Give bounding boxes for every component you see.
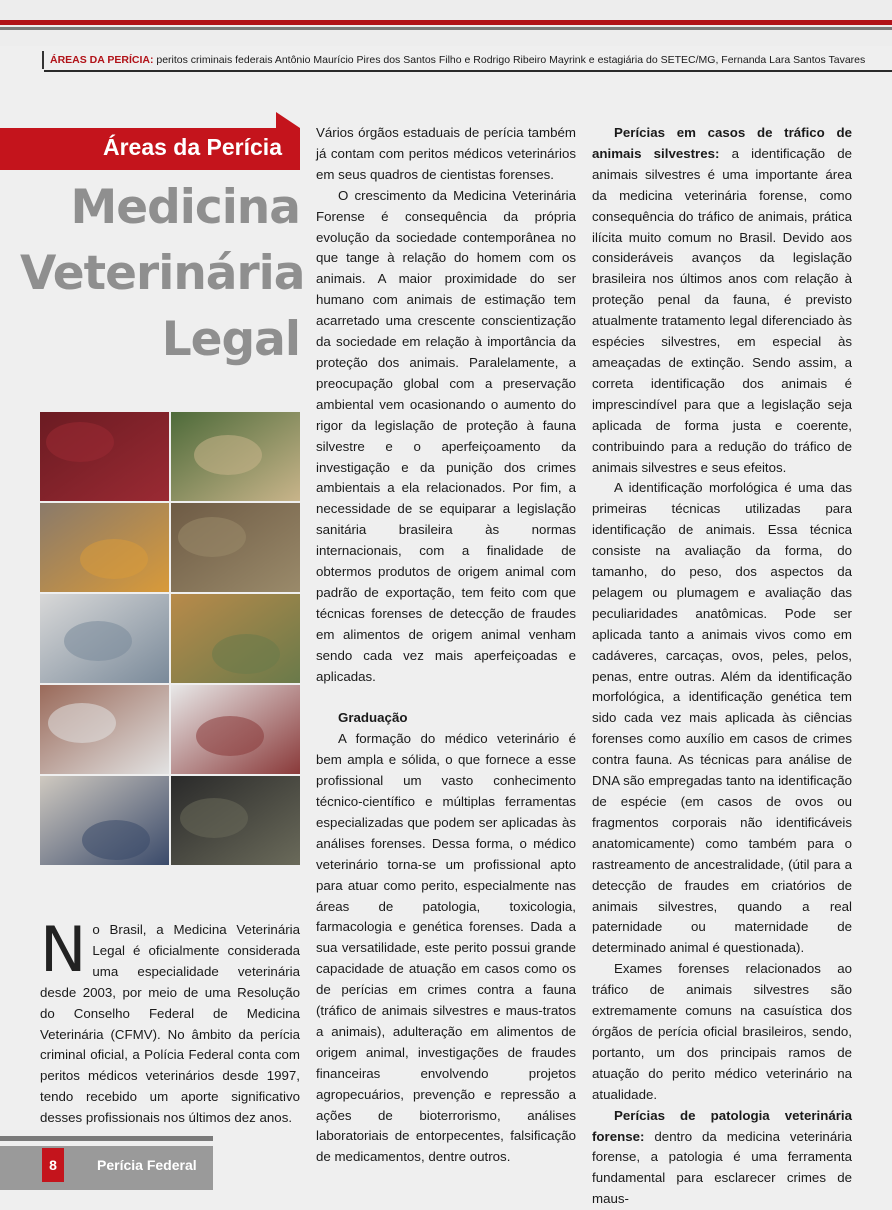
photo-necropsy [40,685,169,774]
photo-lions [171,594,300,683]
photo-caged-animal [171,412,300,501]
subheading-patologia: Perícias de patologia veterinária forense: [592,1107,852,1144]
photo-concealed-birds [40,776,169,865]
publication-name: Perícia Federal [97,1157,197,1173]
drop-cap: N [40,913,87,986]
heading-graduacao: Graduação [338,710,408,726]
section-name: Áreas da Perícia [102,134,282,160]
col3-text-4: dentro da medicina veterinária forense, a patologia é uma ferramenta fundamental para esclarecer crimes de maus- [592,1128,852,1207]
photo-caliper-measurement [40,503,169,592]
col2-paragraph-2: O crescimento da Medicina Veterinária Forense é consequência da própria evolução da sociedade contemporânea no que tange à relação do homem com os animais. A maior proximidade do ser humano com animais de estimação tem acarretado uma crescente conscientização da sociedade em relação à importância da proteção dos animais. Paralelamente, a preocupação global com a preservação ambiental vem ocasionando o aumento do rigor da legislação de proteção à fauna silvestre e o aperfeiçoamento da investigação e da punição dos crimes ambientais a ela relacionados. Por fim, a necessidade de se equiparar a legislação sanitária brasileira às normas internacionais, com a finalidade de obtermos produtos de origem animal com padrão de exportação, tem feito com que técnicas forenses de detecção de fraudes em alimentos de origem animal venham sendo cada vez mais aperfeiçoadas e aplicadas. [316,187,576,684]
section-tab [0,128,300,170]
photo-exam-gloves [40,594,169,683]
title-line-1: Medicina [70,180,300,235]
intro-column [40,913,300,1129]
footer-rule [0,1136,213,1141]
subheading-trafico: Perícias em casos de tráfico de animais silvestres: [592,125,852,161]
title-line-3: Legal [161,312,300,367]
col3-paragraph-1 [592,123,852,478]
photo-police-toucan [171,776,300,865]
col2-paragraph-1: Vários órgãos estaduais de perícia também já contam com peritos médicos veterinários em seus quadros de cientistas forenses. [316,125,576,182]
top-rule-gray [0,27,892,30]
photo-meat-cuts [40,412,169,501]
col2-paragraph-3: A formação do médico veterinário é bem ampla e sólida, o que fornece a esse profissional um vasto conhecimento técnico-científico e múltiplas ferramentas especializadas que podem ser aplicadas às análises forenses. Dessa forma, o médico veterinário torna-se um profissional apto para atuar como perito, especialmente nas áreas de patologia, toxicologia, farmacologia e genética forenses. Dada a sua versatilidade, este perito possui grande capacidade de atuação em casos como os de perícias em crimes contra a fauna (tráfico de animais silvestres e maus-tratos a animais), adulteração em alimentos de origem animal, investigações de fraudes financeiras envolvendo projetos agropecuários, prevenção e repressão a ações de bioterrorismo, análises laboratoriais de entorpecentes, falsificação de medicamentos, dentre outros. [316,731,576,1165]
page-number: 8 [42,1148,64,1182]
col3-text-1: a identificação de animais silvestres é uma importante área da medicina veterinária forense, como consequência do tráfico de animais, prática ilícita muito comum no Brasil. Devido aos consideráveis avanços da legislação brasileira nos últimos anos com relação à proteção penal da fauna, é previsto atualmente tratamento legal diferenciado às espécies silvestres, em especial às ameaçadas de extinção. Sendo assim, a correta identificação dos animais é imprescindível para que a legislação seja aplicada de forma justa e coerente, contribuindo para a redução do tráfico de animais silvestres e seus efeitos. [592,145,852,475]
credits-authors: peritos criminais federais Antônio Maurício Pires dos Santos Filho e Rodrigo Ribeiro Mayrink e estagiária do SETEC/MG, Fernanda Lara Santos Tavares [153,54,866,66]
photo-collage [40,412,300,866]
author-credits [42,51,890,69]
col3-paragraph-3: Exames forenses relacionados ao tráfico de animais silvestres são extremamente comuns na casuística dos órgãos de perícia oficial brasileiros, sendo, portanto, um dos principais ramos de atuação do perito médico veterinário na atualidade. [592,961,852,1102]
top-rule-red [0,20,892,25]
title-line-2: Veterinária [20,246,305,301]
credits-label: ÁREAS DA PERÍCIA: [50,54,154,66]
credits-rule [44,70,892,72]
column-middle [316,123,576,1168]
intro-text: o Brasil, a Medicina Veterinária Legal é oficialmente considerada uma especialidade veterinária desde 2003, por meio de uma Resolução do Conselho Federal de Medicina Veterinária (CFMV). No âmbito da perícia criminal oficial, a Polícia Federal conta com peritos médicos veterinários desde 1997, tendo recebido um aporte significativo desses profissionais nos últimos dez anos. [40,922,300,1126]
photo-animal-skin [171,503,300,592]
article-title [20,175,305,373]
section-tab-notch [276,112,300,128]
col3-paragraph-2: A identificação morfológica é uma das primeiras técnicas utilizadas para identificação de animais. Essa técnica consiste na avaliação da forma, do tamanho, do peso, dos aspectos da pelagem ou plumagem e avaliação das peculiaridades anatômicas. Pode ser aplicada tanto a animais vivos como em cadáveres, carcaças, ovos, peles, pelos, penas, entre outras. Além da identificação morfológica, a identificação genética tem sido cada vez mais aplicada às ciências forenses como auxílio em casos de crimes contra fauna. As técnicas para análise de DNA são empregadas tanto na identificação de espécie (em casos de ovos ou fragmentos corporais não identificáveis anatomicamente) como também para o rastreamento de ancestralidade, (útil para a detecção de fraudes em criatórios de animais silvestres, quando a real paternidade ou maternidade de determinado animal é questionada). [592,480,852,956]
col3-paragraph-4 [592,1106,852,1210]
photo-federal-agents [171,685,300,774]
column-right [592,123,852,1210]
